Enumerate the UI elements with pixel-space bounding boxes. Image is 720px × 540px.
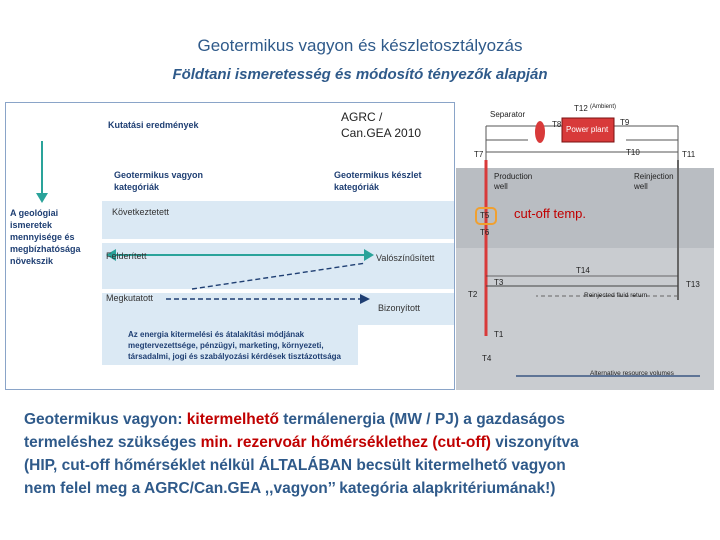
- modifying-factors-line: társadalmi, jogi és szabályozási kérdések tisztázottsága: [128, 352, 341, 361]
- t12-label: T12: [574, 104, 588, 113]
- t5-label: T5: [480, 211, 490, 220]
- t6-label: T6: [480, 228, 490, 237]
- t13-label: T13: [686, 280, 700, 289]
- vagyon-categories-line2: kategóriák: [114, 182, 160, 192]
- alternative-volumes-label: Alternative resource volumes: [590, 370, 674, 377]
- t9-label: T9: [620, 118, 630, 127]
- definition-part-2: termeléshez szükséges: [24, 434, 201, 451]
- production-well-line: well: [494, 182, 508, 191]
- modifying-factors-line: Az energia kitermelési és átalakítási módjának: [128, 330, 305, 339]
- reinjection-well-line: Reinjection: [634, 172, 674, 181]
- t1-label: T1: [494, 330, 504, 339]
- knowledge-note-line: növekszik: [10, 256, 54, 266]
- definition-line-4: nem felel meg a AGRC/Can.GEA ,,vagyon’’ kategória alapkritériumának!): [24, 480, 556, 497]
- reinjection-well-label: [634, 172, 674, 192]
- definition-prefix: Geotermikus vagyon:: [24, 411, 187, 428]
- felderitett-label: Felderített: [106, 251, 147, 261]
- definition-line-3: (HIP, cut-off hőmérséklet nélkül ÁLTALÁBAN becsült kitermelhető vagyon: [24, 457, 566, 474]
- t10-label: T10: [626, 148, 640, 157]
- bizonyitott-label: Bizonyított: [378, 303, 421, 313]
- t3-label: T3: [494, 278, 504, 287]
- t8-label: T8: [552, 120, 562, 129]
- knowledge-note-line: mennyisége és: [10, 232, 75, 242]
- geothermal-system-graphics: [456, 100, 714, 392]
- band-felderitett: [102, 243, 454, 289]
- keszlet-categories-line2: kategóriák: [334, 182, 380, 192]
- knowledge-note-line: megbízhatósága: [10, 244, 81, 254]
- ambient-label: (Ambient): [590, 104, 617, 110]
- knowledge-note: [10, 207, 81, 267]
- t2-label: T2: [468, 290, 478, 299]
- cutoff-temp-label: cut-off temp.: [514, 206, 587, 221]
- highlight-kitermelheto: kitermelhető: [186, 411, 279, 428]
- modifying-factors-note: [128, 329, 341, 362]
- agrc-label-line2: Can.GEA 2010: [341, 126, 422, 140]
- modifying-factors-line: megtervezettsége, pénzügyi, marketing, környezeti,: [128, 341, 324, 350]
- valoszinusitett-label: Valószínűsített: [376, 253, 435, 263]
- knowledge-note-line: A geológiai: [10, 208, 59, 218]
- power-plant-label: Power plant: [566, 125, 609, 134]
- t14-label: T14: [576, 266, 590, 275]
- page-title: Geotermikus vagyon és készletosztályozás: [197, 36, 523, 55]
- separator-vessel: [535, 121, 545, 143]
- definition-text: [24, 408, 704, 500]
- definition-line-1: [24, 408, 704, 431]
- reinjected-fluid-label: Reinjected fluid return: [584, 292, 648, 299]
- knowledge-note-line: ismeretek: [10, 220, 53, 230]
- t11-label: T11: [682, 150, 696, 159]
- page-subtitle: Földtani ismeretesség és módosító tényezők alapján: [172, 66, 548, 83]
- agrc-label-line1: AGRC /: [341, 110, 383, 124]
- definition-line-2: [24, 431, 704, 454]
- knowledge-arrowhead: [36, 193, 48, 203]
- megkutatott-label: Megkutatott: [106, 293, 154, 303]
- definition-rest-1: termálenergia (MW / PJ) a gazdaságos: [278, 411, 565, 428]
- geothermal-system-diagram: [456, 100, 714, 392]
- reinjection-well-line: well: [634, 182, 648, 191]
- production-well-line: Production: [494, 172, 533, 181]
- production-well-label: [494, 172, 532, 192]
- t4-label: T4: [482, 354, 492, 363]
- highlight-min-temperature: min. rezervoár hőmérséklethez (cut-off): [200, 434, 491, 451]
- t7-label: T7: [474, 150, 484, 159]
- kutatasi-eredmenyek-label: Kutatási eredmények: [108, 120, 199, 130]
- keszlet-categories-line1: Geotermikus készlet: [334, 170, 422, 180]
- vagyon-categories-line1: Geotermikus vagyon: [114, 170, 204, 180]
- definition-rest-2: viszonyítva: [490, 434, 579, 451]
- separator-label: Separator: [490, 110, 526, 119]
- kovetkeztetett-label: Következtetett: [112, 207, 170, 217]
- classification-diagram: [5, 102, 455, 390]
